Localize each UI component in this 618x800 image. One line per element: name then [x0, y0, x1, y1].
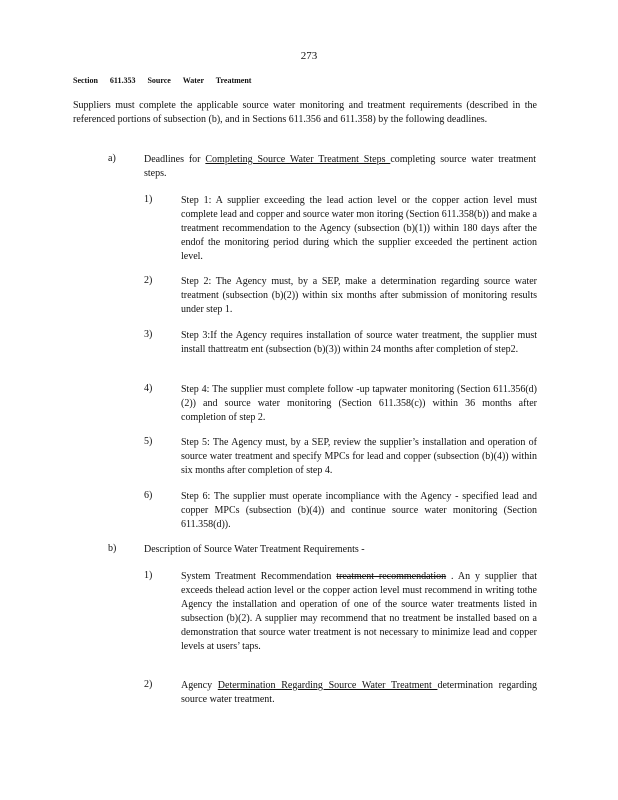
item-b-text: Description of Source Water Treatment Requirements - [144, 544, 365, 555]
step-number: 4) [144, 383, 153, 394]
sub-number: 2) [144, 679, 153, 690]
step-number: 3) [144, 329, 153, 340]
item-a-text [144, 153, 536, 181]
sub-text [181, 679, 537, 707]
sub-number: 1) [144, 570, 153, 581]
sub-underlined-text: Determination Regarding Source Water Treatment [217, 680, 438, 691]
sub-lead: Agency [181, 680, 218, 691]
step-number: 1) [144, 194, 153, 205]
step-text: Step 4: The supplier must complete follow -up tapwater monitoring (Section 611.356(d)(2)) and source water monitoring (Section 611.358(c)) within 36 months after completion of step 2. [181, 384, 537, 423]
step-text: Step 6: The supplier must operate incompliance with the Agency - specified lead and copper MPCs (subsection (b)(4)) and continue source water monitoring (Section 611.358(d)). [181, 491, 537, 530]
sub-text [181, 570, 537, 654]
item-a-text-before: Deadlines for [144, 154, 206, 165]
step-text: Step 5: The Agency must, by a SEP, review the supplier’s installation and operation of source water treatment and specify MPCs for lead and copper (subsection (b)(4)) within six months after completion of step 4. [181, 437, 537, 476]
section-heading: Section 611.353 Source Water Treatment [73, 76, 252, 85]
sub-rest: determination regarding source water treatment. [181, 680, 537, 705]
step-text: Step 3:If the Agency requires installation of source water treatment, the supplier must install thattreatm ent (subsection (b)(3)) within 24 months after completion of step2. [181, 330, 537, 355]
sub-lead: System Treatment Recommendation [181, 571, 337, 582]
item-b-label: b) [108, 543, 117, 554]
page-number: 273 [300, 50, 318, 62]
intro-paragraph: Suppliers must complete the applicable source water monitoring and treatment requirements (described in the referenced portions of subsection (b), and in Sections 611.356 and 611.358) by the following deadlines. [73, 100, 537, 125]
step-text: Step 2: The Agency must, by a SEP, make a determination regarding source water treatment (subsection (b)(2)) within six months after submission of monitoring results under step 1. [181, 276, 537, 315]
item-a-text-after: completing source water treatment steps. [144, 154, 536, 179]
item-a-label: a) [108, 153, 116, 164]
step-number: 6) [144, 490, 153, 501]
step-number: 5) [144, 436, 153, 447]
step-number: 2) [144, 275, 153, 286]
step-text: Step 1: A supplier exceeding the lead action level or the copper action level must complete lead and copper and source water mon itoring (Section 611.358(b)) and make a treatment recommendation to the Agency (subsection (b)(1)) within 180 days after the endof the monitoring period during which the supplier exceeded the pertinent action level. [181, 195, 537, 262]
sub-rest: . An y supplier that exceeds thelead action level or the copper action level must recommend in writing tothe Agency the installation and operation of one of the source water treatments listed in subsection (b)(2). A supplier may recommend that no treatment be installed based on a demonstration that source water treatment is not necessary to minimize lead and copper levels at users’ taps. [181, 571, 537, 652]
sub-struck-text: treatment recommendation [336, 571, 447, 582]
item-a-underlined: Completing Source Water Treatment Steps [205, 154, 391, 165]
